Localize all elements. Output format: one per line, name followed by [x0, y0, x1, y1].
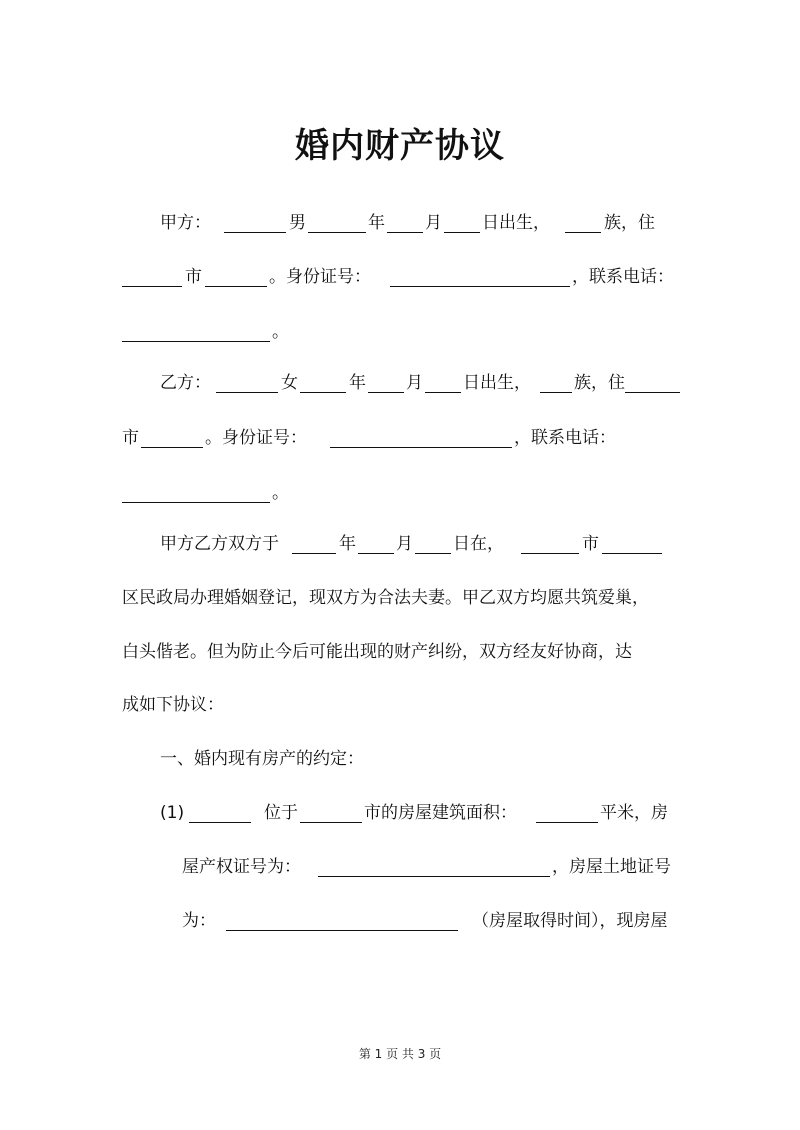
item-1-acquired: （房屋取得时间），现房屋	[472, 911, 668, 931]
item-1-area-text: 市的房屋建筑面积：	[364, 803, 517, 823]
blank-marriage-city	[521, 553, 579, 554]
blank-birth-year	[300, 392, 346, 393]
item-1-number: (1)	[160, 803, 185, 823]
blank-name	[224, 232, 286, 233]
item-1-line-3	[0, 901, 800, 941]
blank-marriage-district	[602, 553, 662, 554]
item-1-cert-label: 屋产权证号为：	[182, 857, 301, 877]
party-a-gender: 男	[289, 213, 306, 233]
party-a-year: 年	[368, 213, 385, 233]
blank-phone	[122, 502, 270, 503]
section-1-title: 一、婚内现有房产的约定：	[160, 749, 364, 769]
blank-id-number	[390, 286, 570, 287]
marriage-line-2	[0, 578, 800, 618]
party-b-line-2	[0, 418, 800, 458]
item-1-sqm: 平米，房	[600, 803, 668, 823]
party-b-line-3	[0, 473, 800, 513]
party-b-ethnicity: 族，住	[574, 373, 625, 393]
blank-marriage-year	[292, 553, 336, 554]
party-a-day-born: 日出生，	[482, 213, 550, 233]
blank-marriage-day	[415, 553, 451, 554]
blank-property-cert	[318, 876, 550, 877]
party-a-end: 。	[272, 322, 289, 342]
party-a-line-3	[0, 312, 800, 352]
blank-birth-day	[444, 232, 480, 233]
blank-property-city	[300, 822, 362, 823]
blank-marriage-month	[358, 553, 394, 554]
party-b-city: 市	[122, 428, 139, 448]
item-1-located: 位于	[264, 803, 298, 823]
section-1-heading	[0, 739, 800, 779]
marriage-line-4	[0, 685, 800, 725]
blank-birth-year	[308, 232, 366, 233]
party-a-ethnicity: 族，住	[604, 213, 655, 233]
party-b-month: 月	[406, 373, 423, 393]
blank-id-number	[330, 447, 512, 448]
blank-area	[536, 822, 598, 823]
party-a-label: 甲方：	[160, 213, 211, 233]
item-1-line-2	[0, 847, 800, 887]
blank-birth-month	[387, 232, 423, 233]
party-b-label: 乙方：	[160, 373, 211, 393]
item-1-for-label: 为：	[182, 911, 216, 931]
document-title: 婚内财产协议	[295, 126, 505, 166]
blank-ethnicity	[565, 232, 601, 233]
party-a-month: 月	[425, 213, 442, 233]
marriage-city: 市	[582, 534, 599, 554]
marriage-year: 年	[339, 534, 356, 554]
item-1-line-1	[0, 793, 800, 833]
party-b-day-born: 日出生，	[463, 373, 531, 393]
party-a-line-1	[0, 203, 800, 243]
marriage-text-4: 成如下协议：	[122, 695, 224, 715]
party-b-id-label: 。身份证号：	[205, 428, 307, 448]
party-b-gender: 女	[281, 373, 298, 393]
blank-district	[205, 286, 267, 287]
party-b-end: 。	[272, 483, 289, 503]
blank-birth-day	[425, 392, 461, 393]
party-b-line-1	[0, 363, 800, 403]
blank-residence	[625, 392, 680, 393]
marriage-text-2: 区民政局办理婚姻登记，现双方为合法夫妻。甲乙双方均愿共筑爱巢，	[122, 588, 649, 608]
party-a-id-label: 。身份证号：	[269, 267, 371, 287]
blank-property-owner	[189, 822, 251, 823]
blank-district	[141, 447, 203, 448]
blank-land-cert	[226, 930, 458, 931]
page-footer: 第 1 页 共 3 页	[358, 1047, 442, 1061]
marriage-day-at: 日在，	[453, 534, 504, 554]
marriage-text-3: 白头偕老。但为防止今后可能出现的财产纠纷，双方经友好协商，达	[122, 642, 632, 662]
marriage-line-3	[0, 632, 800, 672]
item-1-land-cert: ，房屋土地证号	[552, 857, 671, 877]
marriage-start: 甲方乙方双方于	[160, 534, 279, 554]
blank-phone	[122, 341, 270, 342]
blank-name	[216, 392, 278, 393]
party-b-phone-label: ，联系电话：	[514, 428, 616, 448]
party-a-line-2	[0, 257, 800, 297]
marriage-month: 月	[396, 534, 413, 554]
blank-city	[122, 286, 182, 287]
marriage-line-1	[0, 524, 800, 564]
party-a-phone-label: ，联系电话：	[572, 267, 674, 287]
party-b-year: 年	[349, 373, 366, 393]
party-a-city-dist: 市	[185, 267, 202, 287]
blank-ethnicity	[540, 392, 572, 393]
blank-birth-month	[368, 392, 404, 393]
